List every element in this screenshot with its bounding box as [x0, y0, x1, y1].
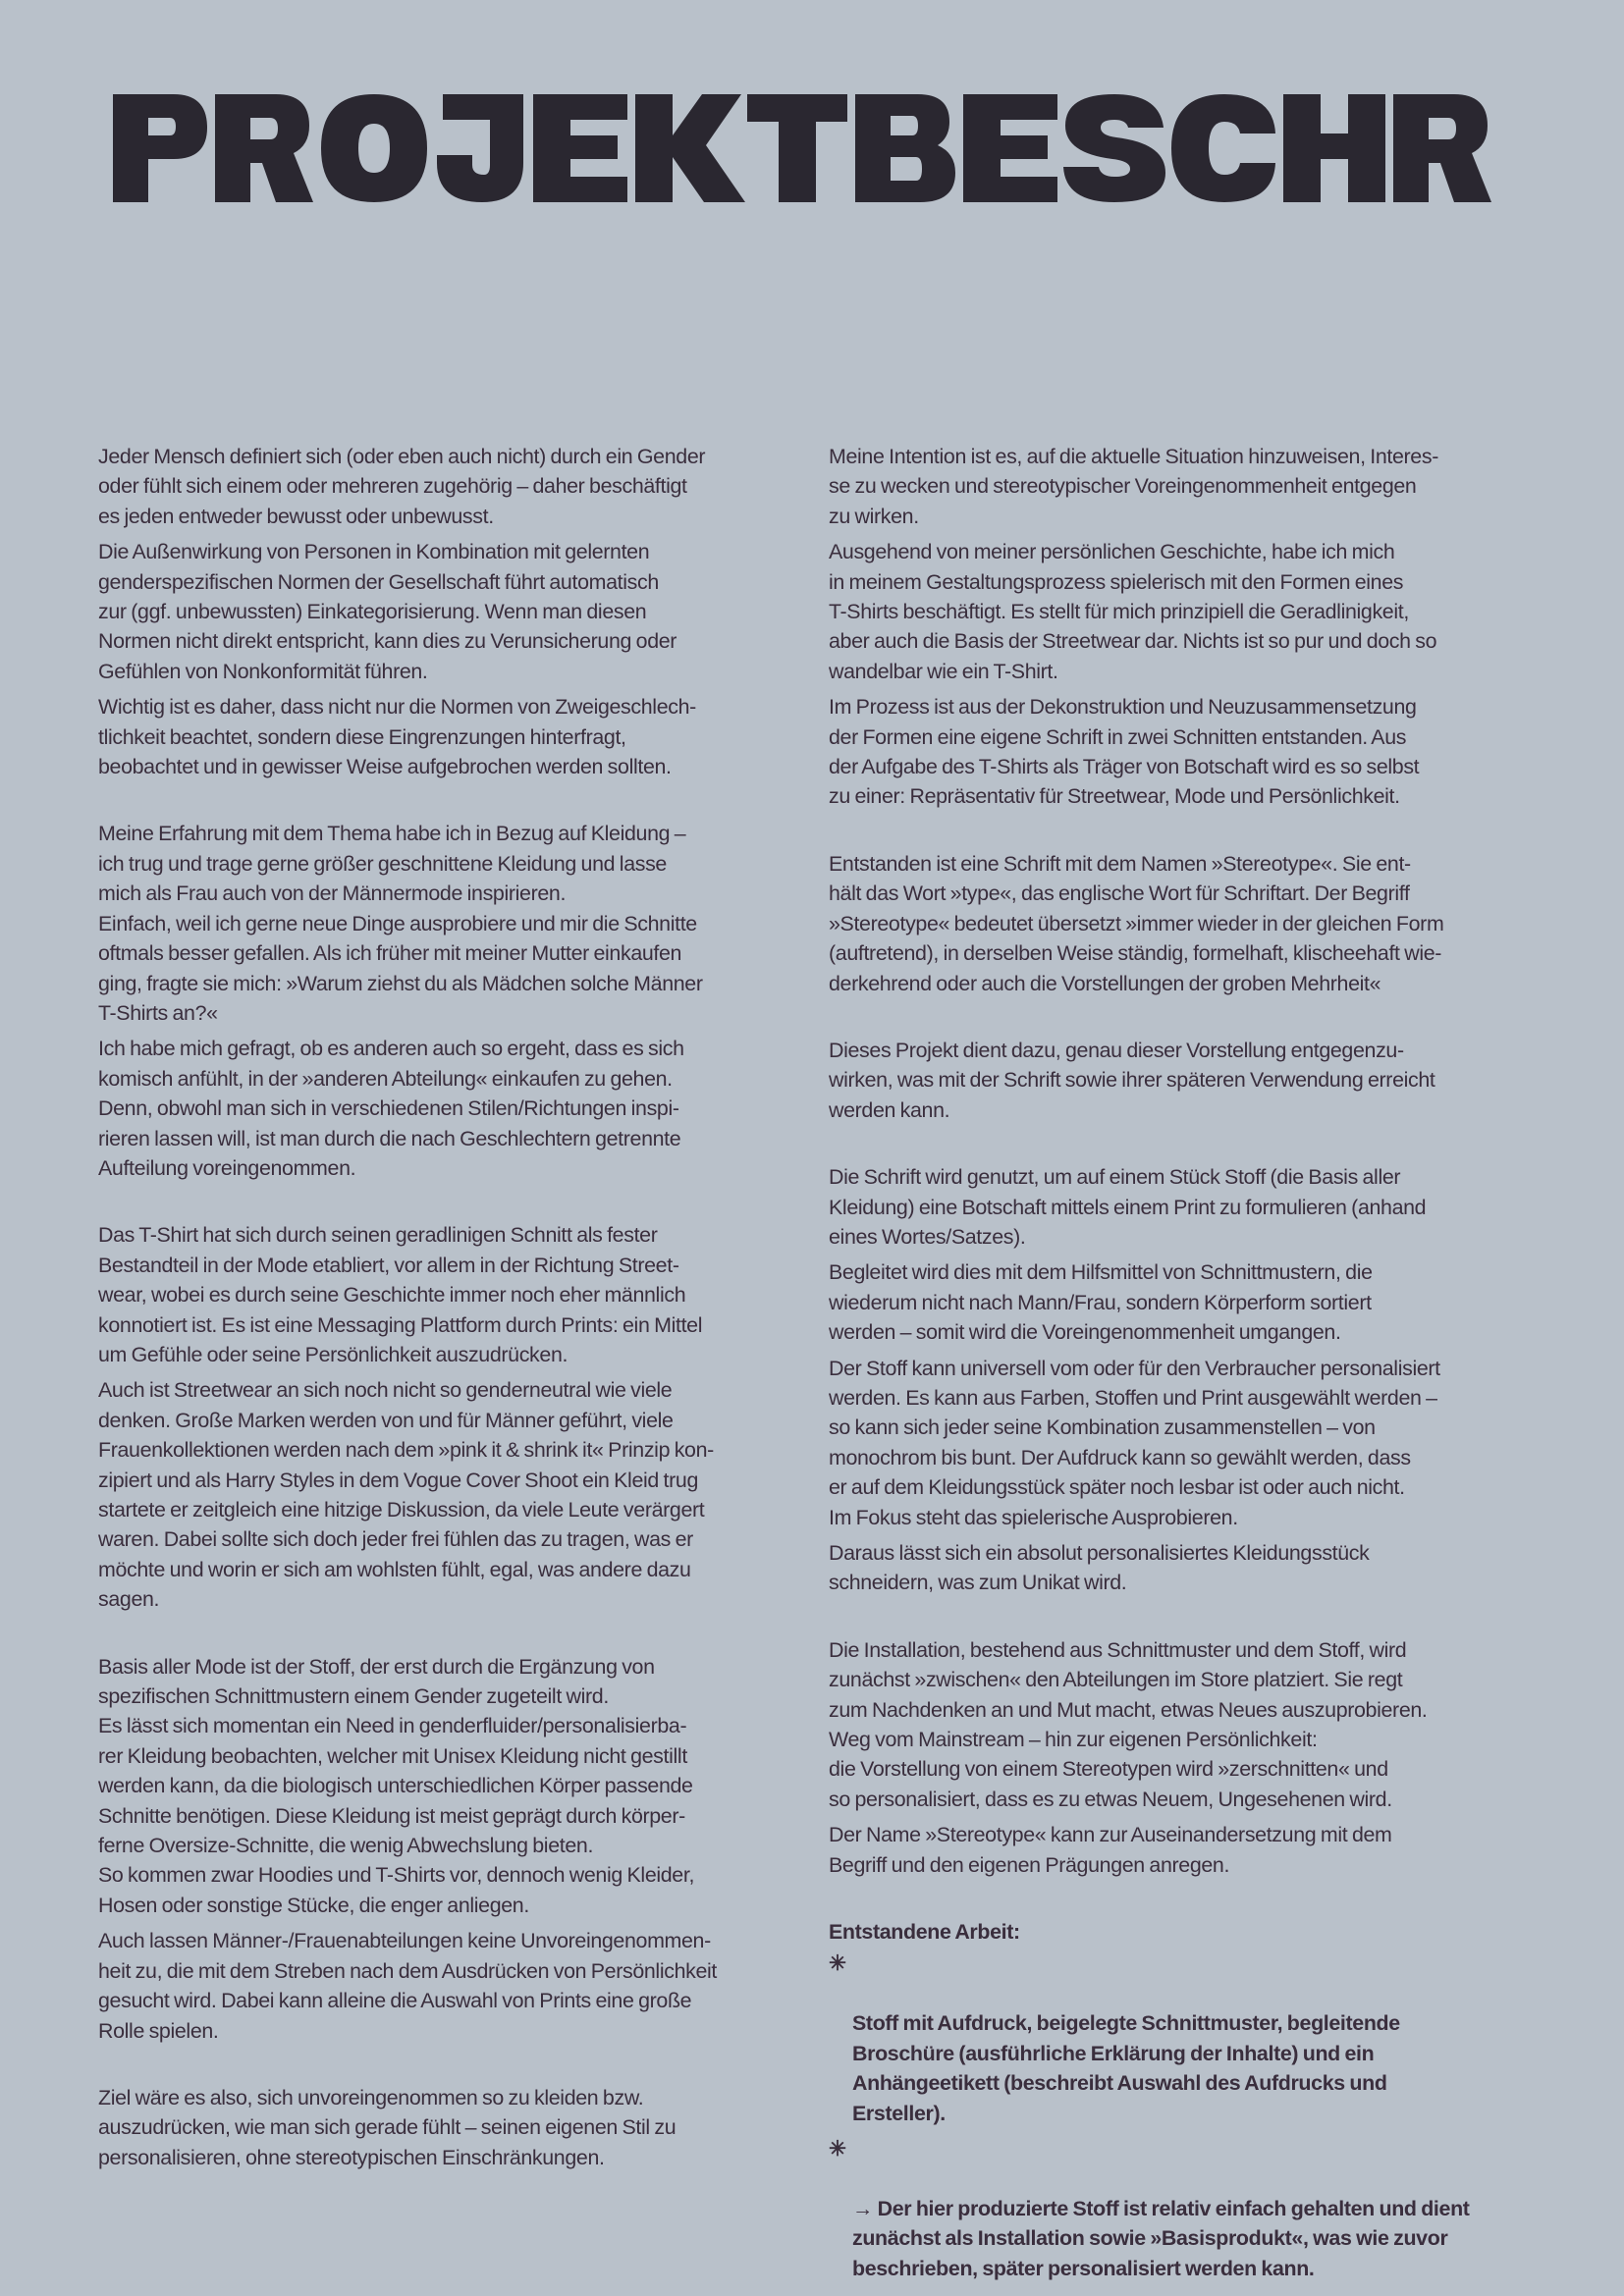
paragraph: Die Außenwirkung von Personen in Kombination mit gelernten genderspezifischen Normen der Gesellschaft führt automatisch zur (ggf. unbewussten) Einkategorisierung. Wenn man diesen Normen nicht direkt entspricht, kann dies zu Verunsicherung oder Gefühlen von Nonkonformität führen. — [98, 540, 677, 683]
paragraph: Jeder Mensch definiert sich (oder eben auch nicht) durch ein Gender oder fühlt sich einem oder mehreren zugehörig – daher beschäftigt es jeden entweder bewusst oder unbewusst. — [98, 445, 706, 528]
title-wordmark — [113, 90, 1507, 206]
paragraph: Das T-Shirt hat sich durch seinen geradlinigen Schnitt als fester Bestandteil in der Mode etabliert, vor allem in der Richtung Street- wear, wobei es durch seine Geschichte immer noch eher männlich konnotiert ist. Es ist eine Messaging Plattform durch Prints: ein Mittel um Gefühle oder seine Persönlichkeit auszudrücken. — [98, 1223, 703, 1366]
paragraph: Die Installation, bestehend aus Schnittmuster und dem Stoff, wird zunächst »zwischen« den Abteilungen im Store platziert. Sie regt zum Nachdenken an und Mut macht, etwas Neues auszuprobieren. Weg vom Mainstream – hin zur eigenen Persönlichkeit: die Vorstellung von einem Stereotypen wird »zerschnitten« und so personalisiert, dass es zu etwas Neuem, Ungesehenen wird. — [829, 1637, 1428, 1811]
result-heading: Entstandene Arbeit: — [829, 1920, 1020, 1945]
asterisk-icon: ✳ — [829, 1951, 846, 1976]
left-column — [98, 442, 807, 2178]
paragraph: Im Prozess ist aus der Dekonstruktion und Neuzusammensetzung der Formen eine eigene Schrift in zwei Schnitten entstanden. Aus der Aufgabe des T-Shirts als Träger von Botschaft wird es so selbst zu einer: Repräsentativ für Streetwear, Mode und Persönlichkeit. — [829, 695, 1420, 809]
paragraph: Auch ist Streetwear an sich noch nicht so genderneutral wie viele denken. Große Marken werden von und für Männer geführt, viele Frauenkollektionen werden nach dem »pink it & shrink it« Prinzip kon- zipiert und als Harry Styles in dem Vogue Cover Shoot ein Kleid trug startete er zeitgleich eine hitzige Diskussion, da viele Leute verärgert waren. Dabei sollte sich doch jeder frei fühlen das zu tragen, was er möchte und worin er sich am wohlsten fühlt, egal, was andere dazu sagen. — [98, 1378, 714, 1612]
paragraph: Der Stoff kann universell vom oder für den Verbraucher personalisiert werden. Es kann aus Farben, Stoffen und Print ausgewählt werden – so kann sich jeder seine Kombination zusammenstellen – von monochrom bis bunt. Der Aufdruck kann so gewählt werden, dass er auf dem Kleidungsstück später noch lesbar ist oder auch nicht. Im Fokus steht das spielerische Ausprobieren. — [829, 1356, 1440, 1529]
list-item — [829, 1949, 1532, 2127]
paragraph: Die Schrift wird genutzt, um auf einem Stück Stoff (die Basis aller Kleidung) eine Botschaft mittels einem Print zu formulieren (anhand eines Wortes/Satzes). — [829, 1165, 1427, 1249]
list-item-text: → Der hier produzierte Stoff ist relativ einfach gehalten und dient zunächst als Installation sowie »Basisprodukt«, was wie zuvor beschrieben, später personalisiert werden kann. — [852, 2196, 1470, 2280]
list-item-text: Stoff mit Aufdruck, beigelegte Schnittmuster, begleitende Broschüre (ausführliche Erklärung der Inhalte) und ein Anhängeetikett (beschreibt Auswahl des Aufdrucks und Ersteller). — [852, 2011, 1400, 2125]
paragraph: Wichtig ist es daher, dass nicht nur die Normen von Zweigeschlech- tlichkeit beachtet, sondern diese Eingrenzungen hinterfragt, beobachtet und in gewisser Weise aufgebrochen werden sollten. — [98, 695, 696, 779]
right-column — [829, 442, 1532, 2289]
paragraph: Dieses Projekt dient dazu, genau dieser Vorstellung entgegenzu- wirken, was mit der Schrift sowie ihrer späteren Verwendung erreicht werden kann. — [829, 1038, 1435, 1122]
paragraph: Ich habe mich gefragt, ob es anderen auch so ergeht, dass es sich komisch anfühlt, in der »anderen Abteilung« einkaufen zu gehen. Denn, obwohl man sich in verschiedenen Stilen/Richtungen inspi- rieren lassen will, ist man durch die nach Geschlechtern getrennte Aufteilung voreingenommen. — [98, 1037, 684, 1180]
paragraph: Ziel wäre es also, sich unvoreingenommen so zu kleiden bzw. auszudrücken, wie man sich gerade fühlt – seinen eigenen Stil zu personalisieren, ohne stereotypischen Einschränkungen. — [98, 2085, 677, 2169]
page-title — [113, 90, 1507, 206]
paragraph: Basis aller Mode ist der Stoff, der erst durch die Ergänzung von spezifischen Schnittmustern einem Gender zugeteilt wird. Es lässt sich momentan ein Need in genderfluider/personalisierba- rer Kleidung beobachten, welcher mit Unisex Kleidung nicht gestillt werden kann, da die biologisch unterschiedlichen Körper passende Schnitte benötigen. Diese Kleidung ist meist geprägt durch körper- ferne Oversize-Schnitte, die wenig Abwechslung bieten. So kommen zwar Hoodies und T-Shirts vor, dennoch wenig Kleider, Hosen oder sonstige Stücke, die enger anliegen. — [98, 1654, 695, 1917]
paragraph: Begleitet wird dies mit dem Hilfsmittel von Schnittmustern, die wiederum nicht nach Mann/Frau, sondern Körperform sortiert werden – somit wird die Voreingenommenheit umgangen. — [829, 1260, 1373, 1345]
paragraph: Daraus lässt sich ein absolut personalisiertes Kleidungsstück schneidern, was zum Unikat wird. — [829, 1541, 1370, 1595]
result-list — [829, 1949, 1532, 2282]
paragraph: Meine Intention ist es, auf die aktuelle Situation hinzuweisen, Interes- se zu wecken und stereotypischer Voreingenommenheit entgegen zu wirken. — [829, 445, 1438, 528]
paragraph: Der Name »Stereotype« kann zur Auseinandersetzung mit dem Begriff und den eigenen Prägungen anregen. — [829, 1823, 1392, 1877]
asterisk-icon: ✳ — [829, 2136, 846, 2161]
paragraph: Meine Erfahrung mit dem Thema habe ich in Bezug auf Kleidung – ich trug und trage gerne größer geschnittene Kleidung und lasse mich als Frau auch von der Männermode inspirieren. Einfach, weil ich gerne neue Dinge ausprobiere und mir die Schnitte oftmals besser gefallen. Als ich früher mit meiner Mutter einkaufen ging, fragte sie mich: »Warum ziehst du als Mädchen solche Männer T-Shirts an?« — [98, 822, 703, 1025]
paragraph: Auch lassen Männer-/Frauenabteilungen keine Unvoreingenommen- heit zu, die mit dem Streben nach dem Ausdrücken von Persönlichkeit gesucht wird. Dabei kann alleine die Auswahl von Prints eine große Rolle spielen. — [98, 1929, 718, 2043]
list-item — [829, 2134, 1532, 2283]
paragraph: Ausgehend von meiner persönlichen Geschichte, habe ich mich in meinem Gestaltungsprozess spielerisch mit den Formen eines T-Shirts beschäftigt. Es stellt für mich prinzipiell die Geradlinigkeit, aber auch die Basis der Streetwear dar. Nichts ist so pur und doch so wandelbar wie ein T-Shirt. — [829, 540, 1437, 683]
paragraph: Entstanden ist eine Schrift mit dem Namen »Stereotype«. Sie ent- hält das Wort »type«, das englische Wort für Schriftart. Der Begriff »Stereotype« bedeutet übersetzt »immer wieder in der gleichen Form (auftretend), in derselben Weise ständig, formelhaft, klischeehaft wie- derkehrend oder auch die Vorstellungen der groben Mehrheit« — [829, 851, 1444, 995]
